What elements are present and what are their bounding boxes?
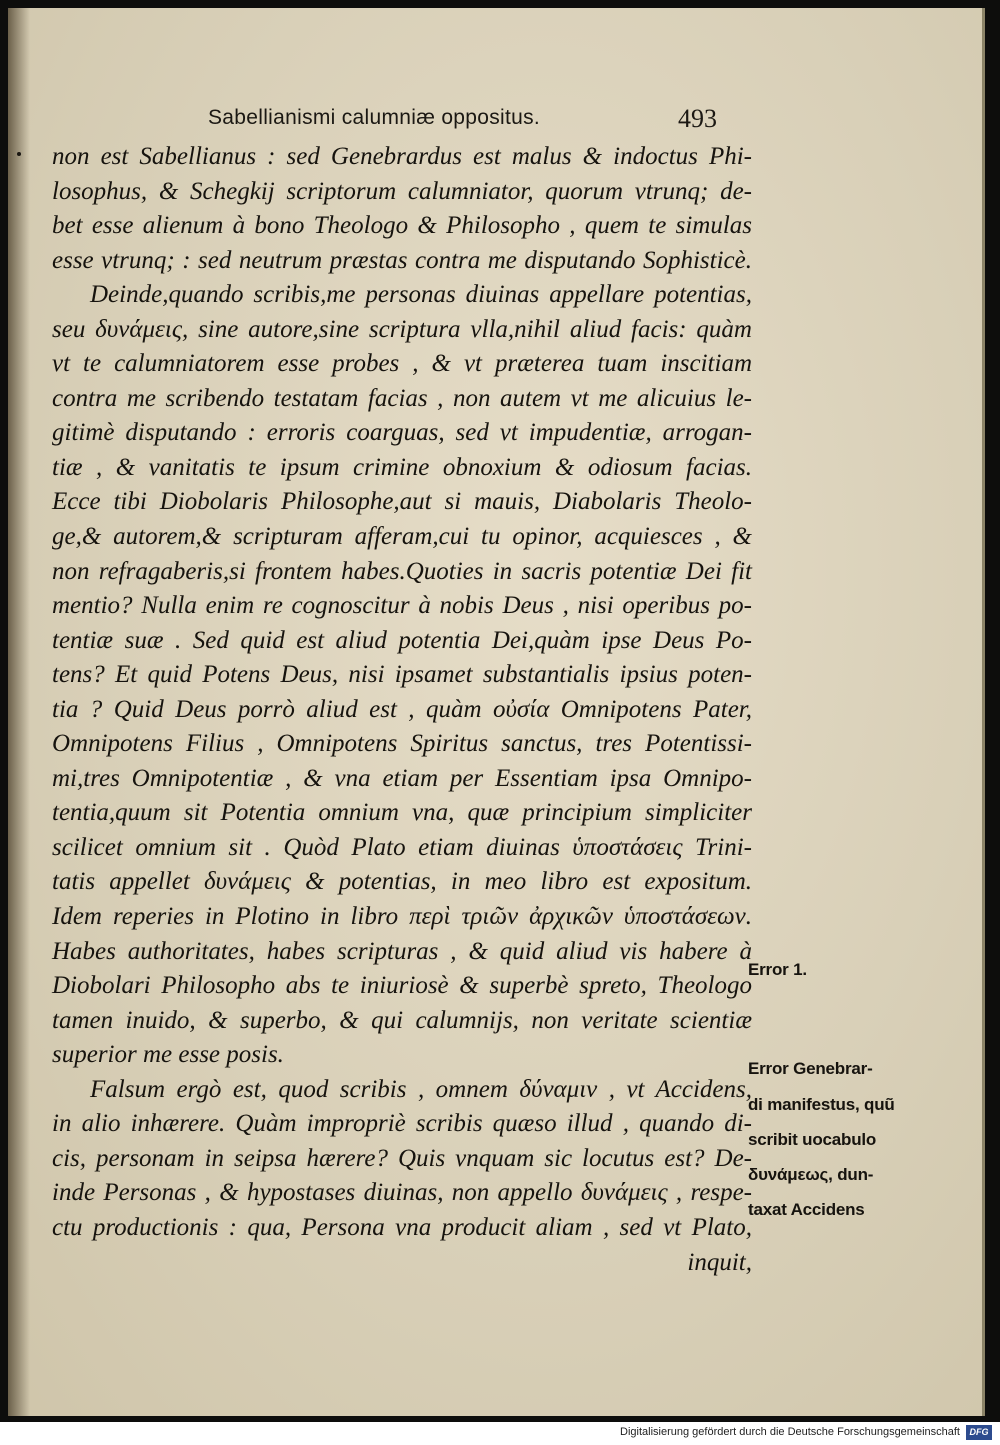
gutter-shadow (8, 8, 30, 1416)
text-line: gitimè disputando : erroris coarguas, sed vt impudentiæ, arrogan- (52, 419, 752, 447)
text-line: tia ? Quid Deus porrò aliud est , quàm οὐσία Omnipotens Pater, (52, 695, 752, 723)
text-line: ctu productionis : qua, Persona vna producit aliam , sed vt Plato, (52, 1213, 752, 1241)
text-line: bet esse alienum à bono Theologo & Philosopho , quem te simulas (52, 212, 752, 240)
text-line: tentia,quum sit Potentia omnium vna, quæ principium simpliciter (52, 799, 752, 827)
text-line: Diobolari Philosopho abs te iniuriosè & superbè spreto, Theologo (52, 972, 752, 1000)
funding-notice: Digitalisierung gefördert durch die Deutsche Forschungsgemeinschaft (620, 1426, 960, 1438)
text-line: tatis appellet δυνάμεις & potentias, in meo libro est expositum. (52, 868, 752, 896)
text-line: inde Personas , & hypostases diuinas, non appello δυνάμεις , respe- (52, 1179, 752, 1207)
text-line: non est Sabellianus : sed Genebrardus est malus & indoctus Phi- (52, 143, 752, 170)
text-line: ge,& autorem,& scripturam afferam,cui tu opinor, acquiesces , & (52, 523, 752, 551)
text-line: scilicet omnium sit . Quòd Plato etiam diuinas ὑποστάσεις Trini- (52, 833, 752, 861)
text-line: vt te calumniatorem esse probes , & vt præterea tuam inscitiam (52, 350, 752, 378)
text-line: tentiæ suæ . Sed quid est aliud potentia Dei,quàm ipse Deus Po- (52, 626, 752, 654)
text-line: Ecce tibi Diobolaris Philosophe,aut si mauis, Diabolaris Theolo- (52, 488, 752, 516)
book-page (8, 8, 985, 1416)
dfg-logo: DFG (966, 1425, 992, 1440)
text-line: tamen inuido, & superbo, & qui calumnijs, non veritate scientiæ (52, 1006, 752, 1034)
text-line: tiæ , & vanitatis te ipsum crimine obnoxium & odiosum facias. (52, 453, 752, 481)
text-line: esse vtrunq; : sed neutrum præstas contra me disputando Sophisticè. (52, 246, 752, 274)
text-line: non refragaberis,si frontem habes.Quoties in sacris potentiæ Dei fit (52, 557, 752, 585)
text-line: contra me scribendo testatam facias , non autem vt me alicuius le- (52, 384, 752, 412)
text-line: cis, personam in seipsa hærere? Quis vnquam sic locutus est? De- (52, 1144, 752, 1172)
page-mark (17, 152, 21, 156)
margin-note: scribit uocabulo (748, 1130, 877, 1149)
margin-note: δυνάμεως, dun- (748, 1165, 874, 1184)
text-line: Deinde,quando scribis,me personas diuinas appellare potentias, (90, 281, 752, 309)
text-line: tens? Et quid Potens Deus, nisi ipsamet substantialis ipsius poten- (52, 661, 752, 689)
page-number: 493 (678, 104, 717, 133)
text-line: seu δυνάμεις, sine autore,sine scriptura vlla,nihil aliud facis: quàm (52, 315, 752, 343)
margin-note: Error 1. (748, 960, 807, 979)
margin-note: di manifestus, quũ (748, 1095, 895, 1114)
text-line: mentio? Nulla enim re cognoscitur à nobis Deus , nisi operibus po- (52, 592, 752, 620)
text-line: Omnipotens Filius , Omnipotens Spiritus sanctus, tres Potentissi- (52, 730, 752, 758)
text-line: in alio inhærere. Quàm impropriè scribis quæso illud , quando di- (52, 1110, 752, 1138)
footer-bar (0, 1422, 1000, 1445)
margin-note: taxat Accidens (748, 1200, 865, 1219)
catchword: inquit, (687, 1248, 752, 1276)
margin-note: Error Genebrar- (748, 1059, 873, 1078)
body-text (52, 140, 752, 1280)
text-line: losophus, & Schegkij scriptorum calumniator, quorum vtrunq; de- (52, 177, 752, 205)
running-head: Sabellianismi calumniæ oppositus. (208, 106, 541, 129)
text-line: superior me esse posis. (52, 1041, 284, 1069)
text-line: Habes authoritates, habes scripturas , & quid aliud vis habere à (52, 937, 752, 965)
text-line: mi,tres Omnipotentiæ , & vna etiam per Essentiam ipsa Omnipo- (52, 764, 752, 792)
text-line: Falsum ergò est, quod scribis , omnem δύναμιν , vt Accidens, (90, 1075, 752, 1103)
text-line: Idem reperies in Plotino in libro περὶ τριῶν ἀρχικῶν ὑποστάσεων. (52, 903, 752, 931)
